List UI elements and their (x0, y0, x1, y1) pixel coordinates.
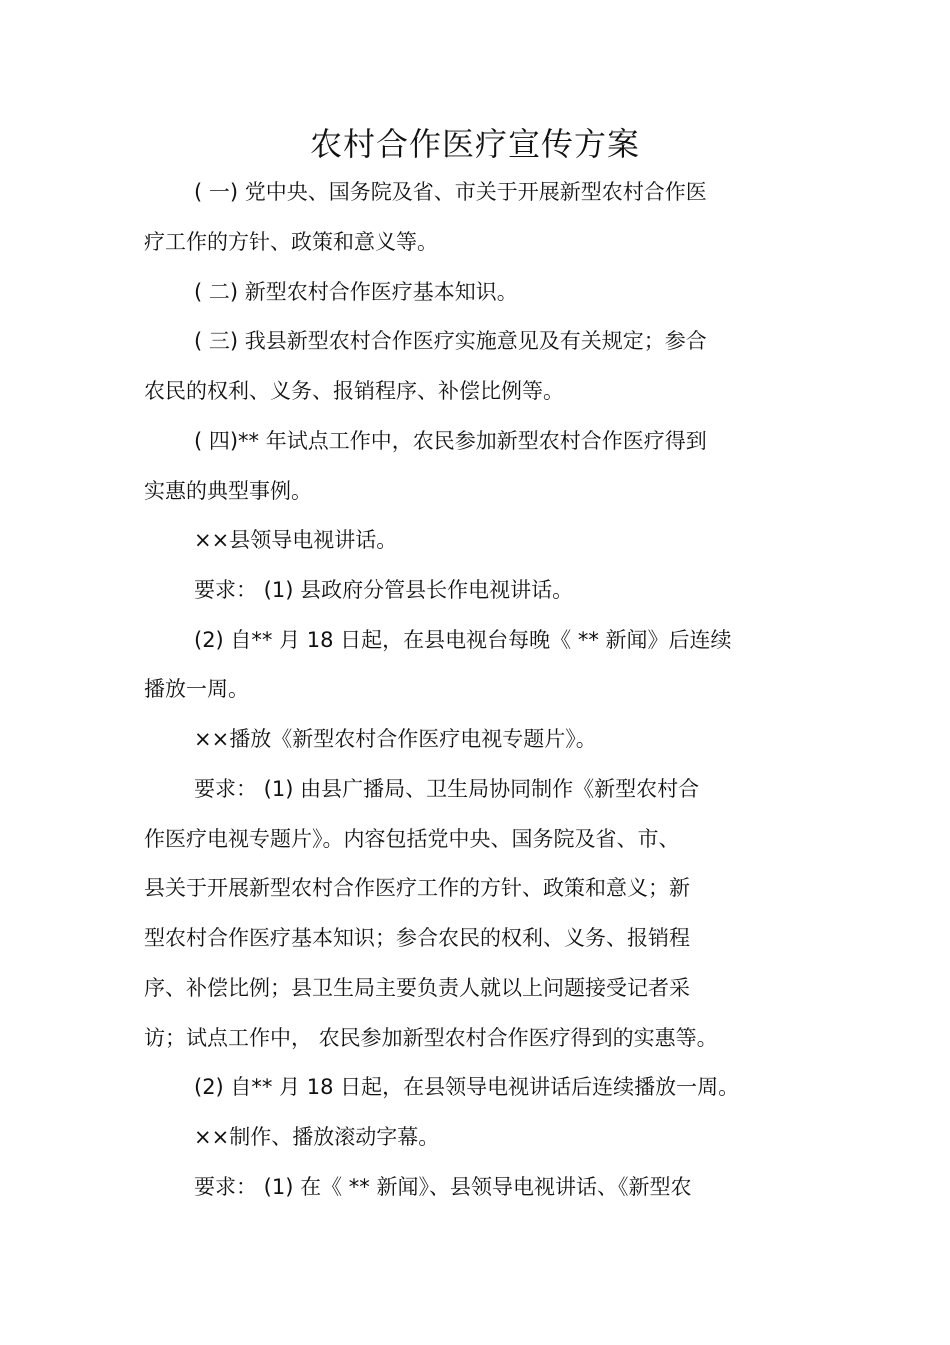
paragraph-line: 要求： (1) 由县广播局、卫生局协同制作《新型农村合 (194, 777, 700, 801)
paragraph-line: ( 四)** 年试点工作中，农民参加新型农村合作医疗得到 (194, 429, 707, 453)
paragraph-line: 序、补偿比例；县卫生局主要负责人就以上问题接受记者采 (144, 976, 690, 1000)
paragraph-line: ( 一) 党中央、国务院及省、市关于开展新型农村合作医 (194, 180, 707, 204)
document-title: 农村合作医疗宣传方案 (309, 125, 640, 163)
paragraph-line: 县关于开展新型农村合作医疗工作的方针、政策和意义；新 (144, 876, 690, 900)
paragraph-line: 农民的权利、义务、报销程序、补偿比例等。 (144, 379, 564, 403)
paragraph-line: 作医疗电视专题片》。内容包括党中央、国务院及省、市、 (144, 827, 680, 851)
paragraph-line: ××制作、播放滚动字幕。 (194, 1125, 440, 1149)
paragraph-line: ××播放《新型农村合作医疗电视专题片》。 (194, 727, 597, 751)
paragraph-line: 访；试点工作中， 农民参加新型农村合作医疗得到的实惠等。 (144, 1026, 718, 1050)
paragraph-line: 疗工作的方针、政策和意义等。 (144, 230, 438, 254)
paragraph-line: 实惠的典型事例。 (144, 479, 312, 503)
paragraph-line: (2) 自** 月 18 日起，在县领导电视讲话后连续播放一周。 (194, 1075, 740, 1099)
paragraph-line: ( 三) 我县新型农村合作医疗实施意见及有关规定；参合 (194, 329, 707, 353)
paragraph-line: (2) 自** 月 18 日起，在县电视台每晚《 ** 新闻》后连续 (194, 628, 732, 652)
paragraph-line: 要求： (1) 县政府分管县长作电视讲话。 (194, 578, 574, 602)
paragraph-line: 要求： (1) 在《 ** 新闻》、县领导电视讲话、《新型农 (194, 1175, 692, 1199)
paragraph-line: 型农村合作医疗基本知识；参合农民的权利、义务、报销程 (144, 926, 690, 950)
paragraph-line: ( 二) 新型农村合作医疗基本知识。 (194, 280, 518, 304)
paragraph-line: 播放一周。 (144, 677, 249, 701)
paragraph-line: ××县领导电视讲话。 (194, 528, 398, 552)
